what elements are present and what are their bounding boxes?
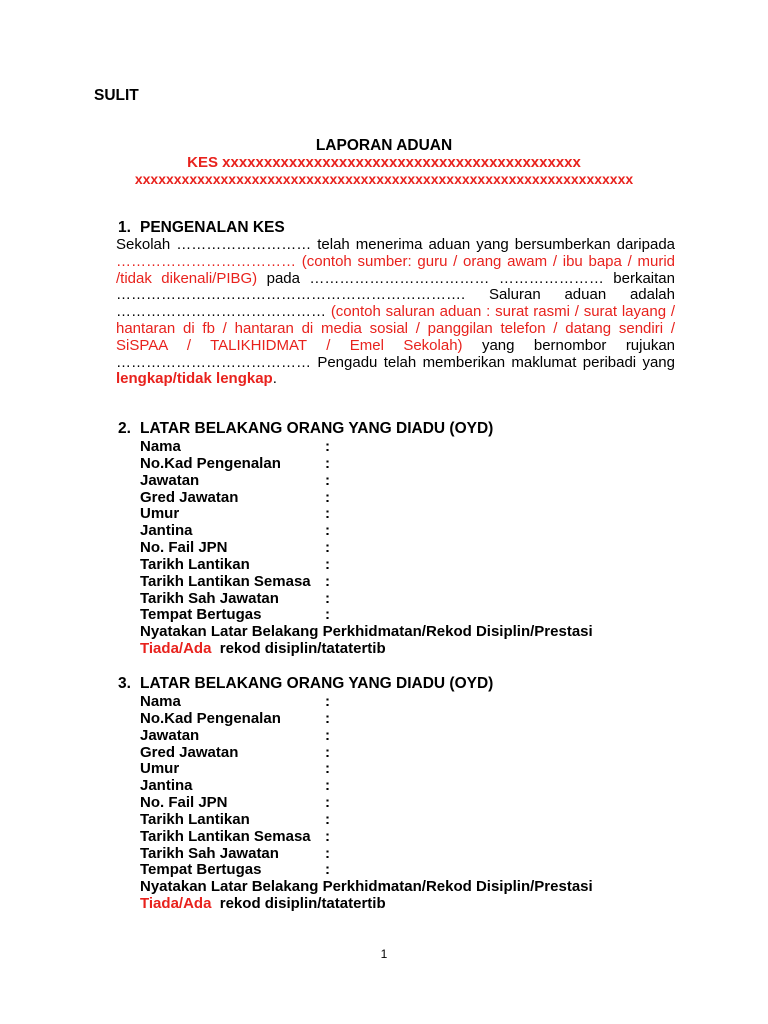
field-label: Nama: [140, 693, 181, 710]
para-text-1: Sekolah ……………………… telah menerima aduan yang bersumberkan daripada: [116, 236, 675, 253]
service-record-note: Nyatakan Latar Belakang Perkhidmatan/Rekod Disiplin/Prestasi: [140, 623, 593, 641]
para-text-2: pada ……………………………… ………………… berkaitan ……………………………………………………………. Saluran aduan adalah ……………………………………: [116, 269, 675, 321]
document-title: LAPORAN ADUAN: [315, 137, 453, 154]
field-label: Tarikh Lantikan Semasa: [140, 572, 311, 590]
field-colon: :: [325, 810, 330, 828]
section-3-number: 3.: [118, 675, 131, 692]
field-label: Umur: [140, 760, 180, 778]
field-row: [140, 846, 593, 863]
field-label: Tempat Bertugas: [140, 861, 262, 879]
field-row: [140, 829, 593, 846]
field-label: No. Fail JPN: [140, 539, 228, 557]
section-1-number: 1.: [118, 219, 131, 236]
field-label: Jantina: [140, 777, 193, 795]
field-label: Jawatan: [140, 726, 200, 744]
field-label: Jawatan: [140, 471, 200, 489]
field-label: Tarikh Lantikan Semasa: [140, 827, 311, 845]
field-row: [140, 473, 593, 490]
field-row: [140, 694, 593, 711]
discipline-record-status: [140, 641, 593, 658]
field-row: [140, 728, 593, 745]
field-colon: :: [325, 861, 330, 879]
field-colon: :: [325, 539, 330, 557]
field-colon: :: [325, 488, 330, 506]
field-colon: :: [325, 726, 330, 744]
field-colon: :: [325, 827, 330, 845]
classification-label: SULIT: [94, 87, 139, 104]
section-1-heading: [118, 219, 285, 237]
field-row: [140, 574, 593, 591]
field-row: [140, 456, 593, 473]
para-source-placeholder: ……………………………… (contoh sumber: guru / orang awam / ibu bapa / murid /tidak dikenali/PIBG): [116, 252, 675, 287]
para-channel-placeholder: (contoh saluran aduan : surat rasmi / surat layang / hantaran di fb / hantaran di media sosial / panggilan telefon / datang sendiri / SiSPAA / TALIKHIDMAT / Emel Sekolah): [116, 303, 676, 354]
field-colon: :: [325, 454, 330, 472]
field-row: [140, 761, 593, 778]
field-colon: :: [325, 572, 330, 590]
para-text-3: yang bernombor rujukan ………………………………… Pengadu telah memberikan maklumat peribadi yang: [116, 336, 676, 371]
field-label: No.Kad Pengenalan: [140, 454, 281, 472]
field-label: Tarikh Lantikan: [140, 555, 250, 573]
discipline-record-status: [140, 896, 593, 913]
field-colon: :: [325, 438, 330, 455]
field-label: Tarikh Sah Jawatan: [140, 844, 279, 862]
field-label: Tarikh Sah Jawatan: [140, 589, 279, 607]
field-row: [140, 745, 593, 762]
field-label: Umur: [140, 505, 180, 523]
section-2-field-list: [140, 439, 593, 658]
field-colon: :: [325, 606, 330, 624]
section-1-title: PENGENALAN KES: [140, 219, 285, 236]
field-label: Tempat Bertugas: [140, 606, 262, 624]
field-row: [140, 862, 593, 879]
service-record-note: Nyatakan Latar Belakang Perkhidmatan/Rekod Disiplin/Prestasi: [140, 878, 593, 896]
section-2-number: 2.: [118, 420, 131, 437]
case-title-line-1: KES xxxxxxxxxxxxxxxxxxxxxxxxxxxxxxxxxxxxxxxxxxx: [187, 154, 581, 171]
field-row: [140, 778, 593, 795]
field-label: Gred Jawatan: [140, 488, 239, 506]
case-title-line-2: xxxxxxxxxxxxxxxxxxxxxxxxxxxxxxxxxxxxxxxxxxxxxxxxxxxxxxxxxxxxxxxx: [134, 171, 634, 187]
field-label: No.Kad Pengenalan: [140, 709, 281, 727]
field-row: [140, 540, 593, 557]
field-colon: :: [325, 844, 330, 862]
field-row: [140, 557, 593, 574]
field-colon: :: [325, 760, 330, 778]
field-colon: :: [325, 743, 330, 761]
section-3-heading: [118, 675, 493, 693]
field-colon: :: [325, 505, 330, 523]
section-2-title: LATAR BELAKANG ORANG YANG DIADU (OYD): [140, 420, 494, 437]
field-row: [140, 812, 593, 829]
field-colon: :: [325, 471, 330, 489]
field-row: [140, 795, 593, 812]
field-row: [140, 439, 593, 456]
record-status-option: Tiada/Ada: [140, 895, 212, 913]
field-label: Gred Jawatan: [140, 743, 239, 761]
field-colon: :: [325, 555, 330, 573]
field-row: [140, 523, 593, 540]
field-label: Tarikh Lantikan: [140, 810, 250, 828]
field-row: [140, 506, 593, 523]
field-row: [140, 490, 593, 507]
section-3-field-list: [140, 694, 593, 913]
field-row: [140, 711, 593, 728]
field-label: No. Fail JPN: [140, 794, 228, 812]
record-status-text: rekod disiplin/tatatertib: [211, 640, 386, 658]
record-status-option: Tiada/Ada: [140, 640, 212, 658]
field-row: [140, 607, 593, 624]
section-2-heading: [118, 420, 493, 438]
field-colon: :: [325, 794, 330, 812]
field-colon: :: [325, 693, 330, 710]
field-colon: :: [325, 522, 330, 540]
para-text-4: .: [272, 370, 277, 388]
field-label: Nama: [140, 438, 181, 455]
section-3-title: LATAR BELAKANG ORANG YANG DIADU (OYD): [140, 675, 494, 692]
para-completeness-option: lengkap/tidak lengkap: [116, 370, 273, 388]
field-row: [140, 591, 593, 608]
record-status-text: rekod disiplin/tatatertib: [211, 895, 386, 913]
section-1-paragraph: [116, 237, 675, 388]
field-label: Jantina: [140, 522, 193, 540]
field-colon: :: [325, 589, 330, 607]
field-colon: :: [325, 777, 330, 795]
field-colon: :: [325, 709, 330, 727]
page-number: 1: [380, 947, 388, 961]
